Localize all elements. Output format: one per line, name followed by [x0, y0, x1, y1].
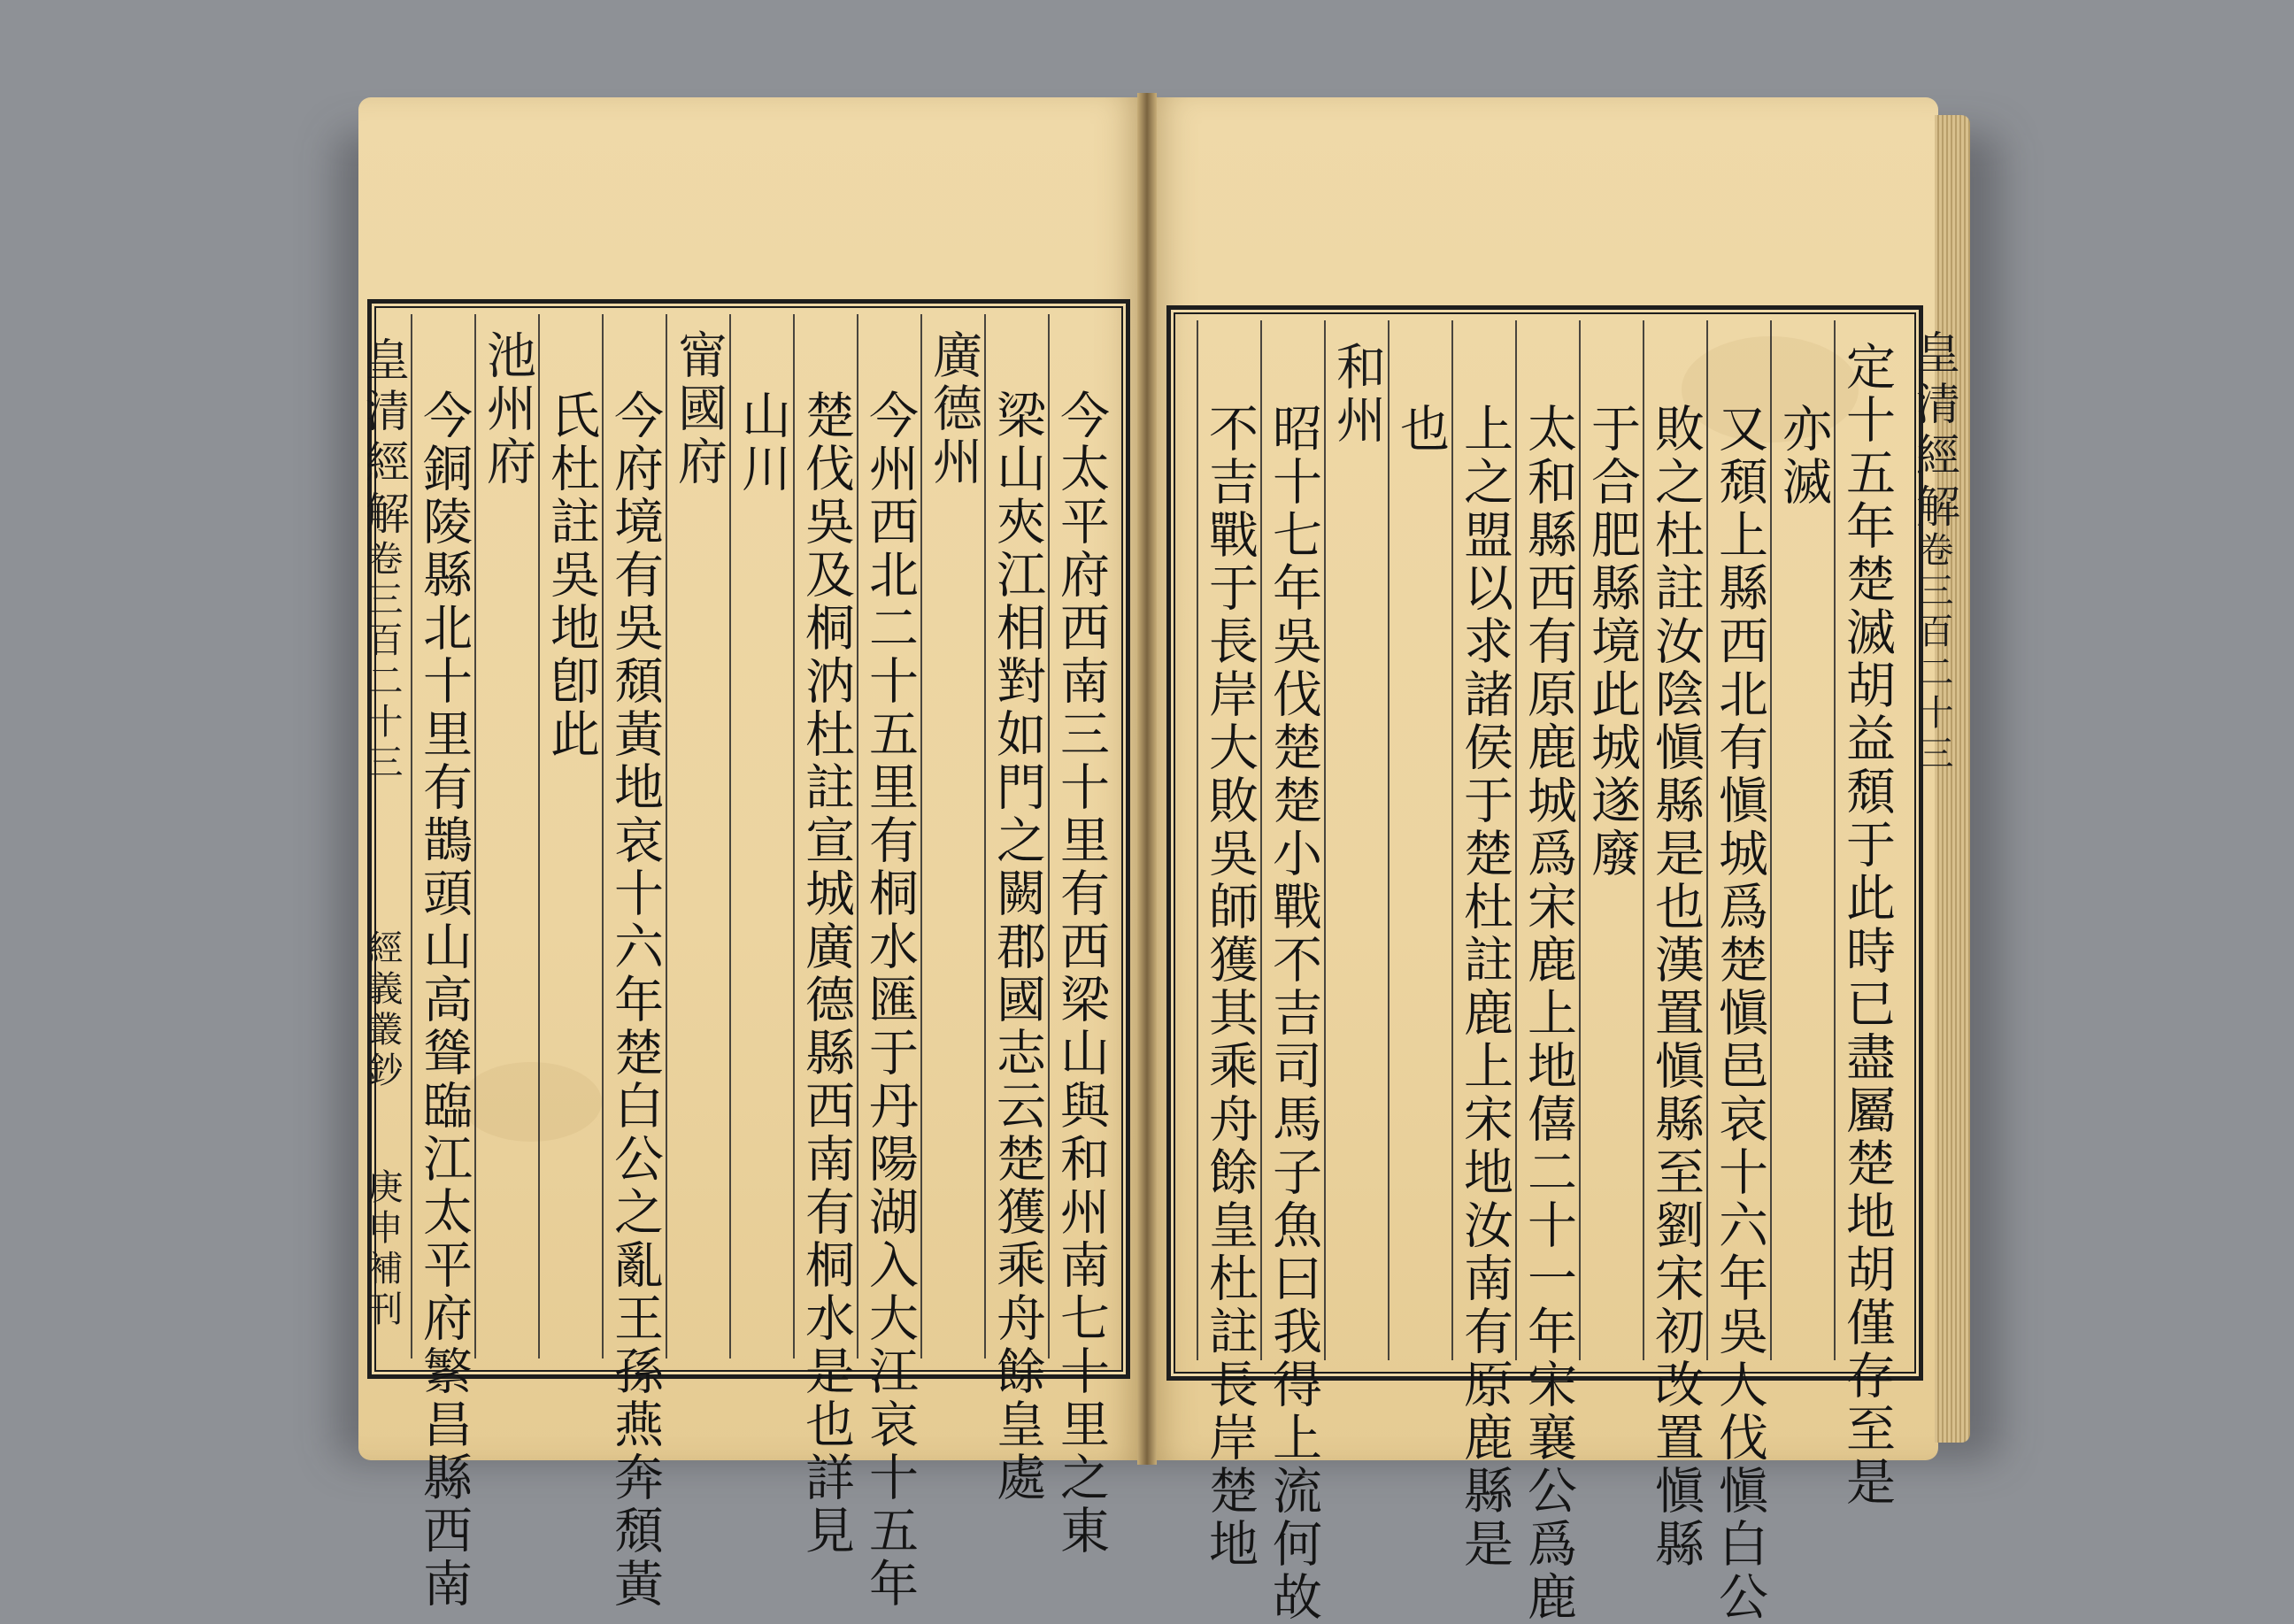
- column-rule: [1706, 320, 1708, 1360]
- book-gutter: [1137, 93, 1157, 1465]
- text-column: 于合肥縣境此城遂廢: [1583, 403, 1641, 881]
- text-column: 氏杜註吳地卽此: [543, 389, 600, 761]
- text-column: 敗之杜註汝陰愼縣是也漢置愼縣至劉宋初改置愼縣: [1647, 403, 1705, 1571]
- text-column: 楚伐吳及桐汭杜註宣城廣德縣西南有桐水是也詳見: [797, 389, 855, 1558]
- column-rule: [1048, 314, 1050, 1358]
- text-column: 昭十七年吳伐楚楚小戰不吉司馬子魚曰我得上流何故: [1265, 403, 1322, 1624]
- column-rule: [1643, 320, 1644, 1360]
- text-column: 上之盟以求諸侯于楚杜註鹿上宋地汝南有原鹿縣是: [1456, 403, 1513, 1571]
- column-rule: [1451, 320, 1453, 1360]
- volume-number-margin: 卷三百二十三: [1913, 531, 1953, 775]
- reprint-note-margin: 庚申補刊: [362, 1168, 403, 1331]
- volume-number-margin: 卷三百二十三: [362, 540, 403, 784]
- column-rule: [1834, 320, 1836, 1360]
- text-column: 不吉戰于長岸大敗吳師獲其乘舟餘皇杜註長岸楚地: [1201, 403, 1259, 1571]
- book-title-margin: 皇清經解: [358, 336, 410, 542]
- column-rule: [538, 314, 540, 1358]
- column-rule: [1770, 320, 1772, 1360]
- text-column: 山川: [734, 389, 791, 496]
- page-edges: [1935, 115, 1970, 1443]
- text-column: 定十五年楚滅胡益頹于此時已盡屬楚地胡僅存至是: [1838, 341, 1896, 1509]
- column-rule: [1260, 320, 1262, 1360]
- section-heading: 池州府: [479, 329, 536, 489]
- text-column: 太和縣西有原鹿城爲宋鹿上地僖二十一年宋襄公爲鹿: [1520, 403, 1577, 1624]
- section-heading: 廣德州: [925, 329, 982, 489]
- text-column: 亦滅: [1774, 403, 1832, 509]
- column-rule: [1197, 320, 1198, 1360]
- text-column: 也: [1392, 403, 1450, 456]
- section-heading: 和州: [1328, 341, 1386, 447]
- series-name-margin: 經義叢鈔: [362, 929, 403, 1092]
- column-rule: [1324, 320, 1326, 1360]
- column-rule: [920, 314, 922, 1358]
- column-rule: [1579, 320, 1581, 1360]
- text-column: 又頹上縣西北有愼城爲楚愼邑哀十六年吳人伐愼白公: [1711, 403, 1768, 1624]
- text-column: 今銅陵縣北十里有鵲頭山高聳臨江太平府繁昌縣西南: [415, 389, 473, 1611]
- column-rule: [666, 314, 667, 1358]
- column-rule: [602, 314, 604, 1358]
- column-rule: [857, 314, 858, 1358]
- column-rule: [729, 314, 731, 1358]
- column-rule: [1515, 320, 1517, 1360]
- book-title-margin: 皇清經解: [1909, 329, 1960, 535]
- section-heading: 甯國府: [670, 329, 727, 489]
- column-rule: [474, 314, 476, 1358]
- column-rule: [984, 314, 986, 1358]
- text-column: 梁山夾江相對如門之闕郡國志云楚獲乘舟餘皇處: [989, 389, 1046, 1505]
- text-column: 今州西北二十五里有桐水匯于丹陽湖入大江哀十五年: [861, 389, 919, 1611]
- text-column: 今府境有吳頹黃地哀十六年楚白公之亂王孫燕奔頹黃: [606, 389, 664, 1611]
- column-rule: [793, 314, 795, 1358]
- text-column: 今太平府西南三十里有西梁山與和州南七十里之東: [1052, 389, 1110, 1558]
- column-rule: [1388, 320, 1389, 1360]
